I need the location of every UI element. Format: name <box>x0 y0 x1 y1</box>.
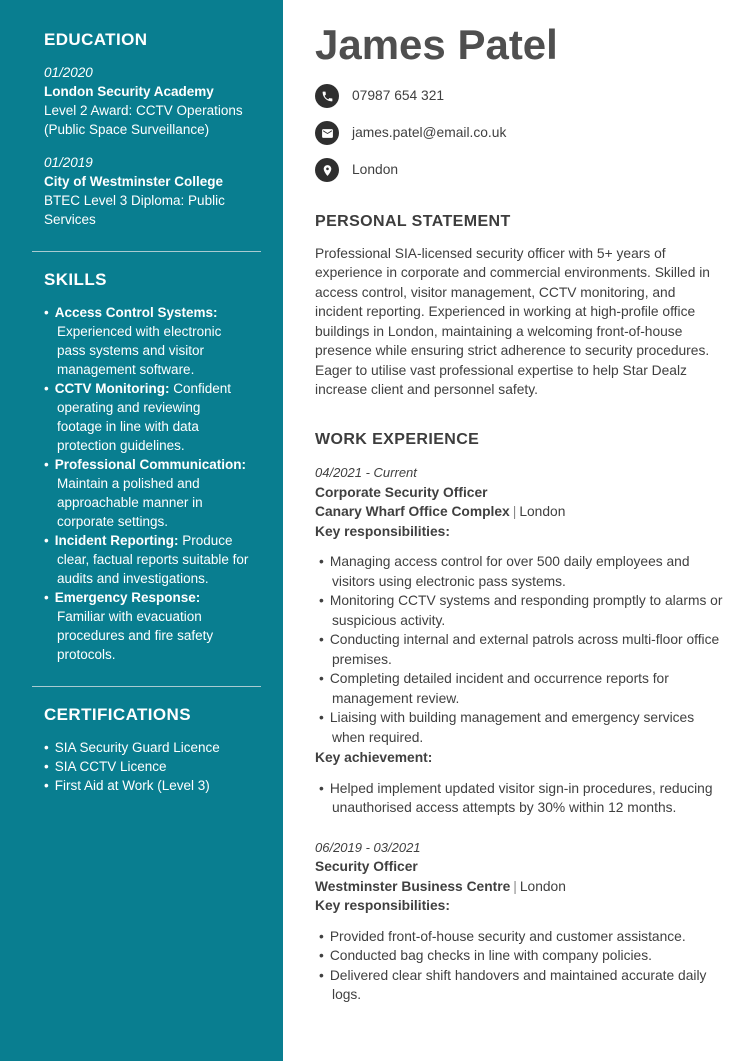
job-title: Security Officer <box>315 859 418 874</box>
candidate-name: James Patel <box>315 21 558 68</box>
responsibilities-label: Key responsibilities: <box>315 523 450 539</box>
location-pin-icon <box>315 158 339 182</box>
personal-statement-title: PERSONAL STATEMENT <box>315 213 511 230</box>
skill-description: Experienced with electronic pass systems and visitor management software. <box>57 324 222 377</box>
skills-list <box>44 303 249 664</box>
responsibility-item: • Managing access control for over 500 daily employees and visitors using electronic pass systems. <box>319 552 725 591</box>
responsibility-item: • Conducting internal and external patrols across multi-floor office premises. <box>319 630 725 669</box>
contact-phone-row <box>315 84 725 108</box>
responsibilities-label: Key responsibilities: <box>315 898 450 913</box>
education-title: EDUCATION <box>44 30 148 49</box>
education-school: City of Westminster College <box>44 174 224 189</box>
job-dates: 06/2019 - 03/2021 <box>315 839 421 855</box>
job-location: London <box>519 504 566 519</box>
contact-location-row <box>315 158 725 182</box>
skill-item <box>44 379 249 455</box>
job-title: Corporate Security Officer <box>315 484 488 500</box>
skill-description: Produce clear, factual reports suitable for audits and investigations. <box>57 533 249 586</box>
certifications-title: CERTIFICATIONS <box>44 705 191 724</box>
skill-name: Professional Communication: <box>54 457 247 472</box>
education-section <box>44 30 249 229</box>
responsibility-item: • Completing detailed incident and occurrence reports for management review. <box>319 669 725 708</box>
phone-number: 07987 654 321 <box>352 88 445 104</box>
email-icon <box>315 121 339 145</box>
job-dates: 04/2021 - Current <box>315 465 417 480</box>
work-experience-section <box>315 430 725 1005</box>
skill-description: Confident operating and reviewing footage in line with data protection guidelines. <box>57 381 232 453</box>
sidebar-divider <box>32 251 261 252</box>
contact-email-row <box>315 121 725 145</box>
location-text: London <box>352 162 399 178</box>
skills-title: SKILLS <box>44 270 107 289</box>
job-location: London <box>519 878 566 894</box>
company-location-separator: | <box>512 504 517 519</box>
phone-icon <box>315 84 339 108</box>
company-location-separator: | <box>513 878 517 894</box>
skill-item <box>44 588 249 664</box>
email-address: james.patel@email.co.uk <box>352 125 507 141</box>
responsibilities-list <box>315 927 725 1005</box>
personal-statement-text: Professional SIA-licensed security officer with 5+ years of experience in corporate and commercial environments. Skilled in access control, visitor management, CCTV monitoring, and incident reporting. Experienced in working at high-profile office buildings in London, maintaining a welcoming front-of-house presence while ensuring strict adherence to security procedures. Eager to utilise vast professional expertise to help Star Dealz increase client and personnel safety. <box>315 245 710 397</box>
responsibility-item: • Liaising with building management and emergency services when required. <box>319 708 725 747</box>
education-entry <box>44 153 249 229</box>
skill-name: CCTV Monitoring: <box>54 381 170 396</box>
sidebar <box>0 0 283 1061</box>
achievements-list <box>315 779 725 818</box>
skill-item <box>44 531 249 588</box>
responsibility-item: • Provided front-of-house security and customer assistance. <box>319 927 725 947</box>
sidebar-divider <box>32 686 261 687</box>
job-entry <box>315 838 725 1005</box>
work-experience-title: WORK EXPERIENCE <box>315 430 480 448</box>
certification-item: • SIA Security Guard Licence <box>44 738 249 757</box>
job-company: Canary Wharf Office Complex <box>315 504 510 519</box>
main-column <box>283 0 750 1061</box>
personal-statement-section <box>315 212 725 400</box>
education-degree: BTEC Level 3 Diploma: Public Services <box>44 193 225 227</box>
skills-section <box>44 270 249 664</box>
education-date: 01/2020 <box>44 65 93 80</box>
skill-name: Emergency Response: <box>54 590 201 605</box>
education-date: 01/2019 <box>44 155 93 170</box>
skill-description: Familiar with evacuation procedures and fire safety protocols. <box>57 609 214 662</box>
skill-item <box>44 303 249 379</box>
skill-item <box>44 455 249 531</box>
responsibility-item: • Conducted bag checks in line with company policies. <box>319 946 725 966</box>
certifications-section <box>44 705 249 795</box>
achievement-item: • Helped implement updated visitor sign-in procedures, reducing unauthorised access attempts by 30% within 12 months. <box>319 779 725 818</box>
education-entry <box>44 63 249 139</box>
skill-description: Maintain a polished and approachable manner in corporate settings. <box>57 476 203 529</box>
education-list <box>44 63 249 229</box>
skill-name: Incident Reporting: <box>54 533 179 548</box>
responsibility-item: • Delivered clear shift handovers and maintained accurate daily logs. <box>319 966 725 1005</box>
skill-name: Access Control Systems: <box>54 305 218 320</box>
job-company-line <box>315 877 725 897</box>
certification-item: • SIA CCTV Licence <box>44 757 249 776</box>
job-company: Westminster Business Centre <box>315 878 511 894</box>
certifications-list <box>44 738 249 795</box>
responsibilities-list <box>315 552 725 747</box>
achievement-label: Key achievement: <box>315 750 433 765</box>
responsibility-item: • Monitoring CCTV systems and responding promptly to alarms or suspicious activity. <box>319 591 725 630</box>
education-school: London Security Academy <box>44 84 214 99</box>
job-entry <box>315 463 725 818</box>
certification-item: • First Aid at Work (Level 3) <box>44 776 249 795</box>
job-company-line <box>315 502 725 522</box>
education-degree: Level 2 Award: CCTV Operations (Public Space Surveillance) <box>44 103 243 137</box>
